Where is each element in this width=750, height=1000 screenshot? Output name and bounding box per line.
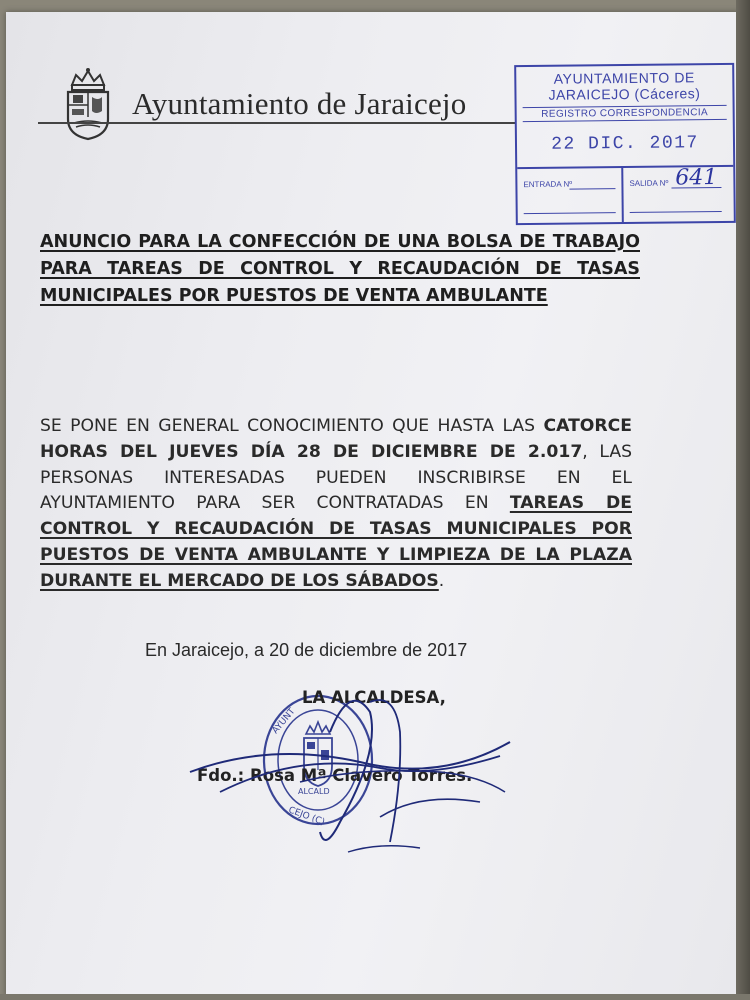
header-divider <box>38 122 516 124</box>
signer-title: LA ALCALDESA, <box>302 688 446 707</box>
page-edge-bottom <box>0 994 750 1000</box>
announcement-title-text: ANUNCIO PARA LA CONFECCIÓN DE UNA BOLSA DE TRABAJO PARA TAREAS DE CONTROL Y RECAUDACIÓN DE TASAS MUNICIPALES POR PUESTOS DE VENTA AMBULANTE <box>40 232 640 306</box>
stamp-date: 22 DIC. 2017 <box>551 133 699 155</box>
body-intro: SE PONE EN GENERAL CONOCIMIENTO QUE HASTA LAS <box>40 416 536 436</box>
handwritten-signature-icon <box>180 672 520 862</box>
stamp-divider-vertical <box>621 166 624 222</box>
stamp-entrada-label: ENTRADA Nº <box>523 179 573 190</box>
stamp-salida-number: 641 <box>675 165 718 191</box>
announcement-title <box>40 229 640 310</box>
stamp-entrada-line-2 <box>524 212 616 214</box>
body-middle: , LAS PERSONAS INTERESADAS PUEDEN INSCRIBIRSE EN EL AYUNTAMIENTO PARA SER CONTRATADAS EN <box>40 441 632 514</box>
place-and-date: En Jaraicejo, a 20 de diciembre de 2017 <box>145 640 468 660</box>
registry-stamp <box>514 63 736 225</box>
body-deadline: CATORCE HORAS DEL JUEVES DÍA 28 DE DICIEMBRE DE 2.017 <box>40 416 633 462</box>
organization-name: Ayuntamiento de Jaraicejo <box>132 86 467 121</box>
coat-of-arms-icon <box>62 67 114 141</box>
stamp-salida-label: SALIDA Nº <box>629 178 669 188</box>
stamp-line-2: JARAICEJO (Cáceres) <box>548 85 701 103</box>
svg-text:CEJO (C): CEJO (C) <box>286 805 326 828</box>
stamp-line-1: AYUNTAMIENTO DE <box>553 69 695 87</box>
body-end: . <box>438 570 445 591</box>
announcement-body <box>40 414 632 595</box>
stamp-entrada-line <box>569 188 615 189</box>
signer-name: Fdo.: Rosa Mª Clavero Torres. <box>197 766 473 785</box>
stamp-salida-line-2 <box>630 211 722 213</box>
svg-text:AYUNT: AYUNT <box>270 706 298 736</box>
svg-text:ALCALD: ALCALD <box>298 787 330 796</box>
stamp-line-3: REGISTRO CORRESPONDENCIA <box>523 105 727 122</box>
body-job-description: TAREAS DE CONTROL Y RECAUDACIÓN DE TASAS MUNICIPALES POR PUESTOS DE VENTA AMBULANTE Y LIMPIEZA DE LA PLAZA DURANTE EL MERCADO DE LOS SÁBADOS <box>40 493 632 591</box>
page-edge-right <box>736 0 750 1000</box>
